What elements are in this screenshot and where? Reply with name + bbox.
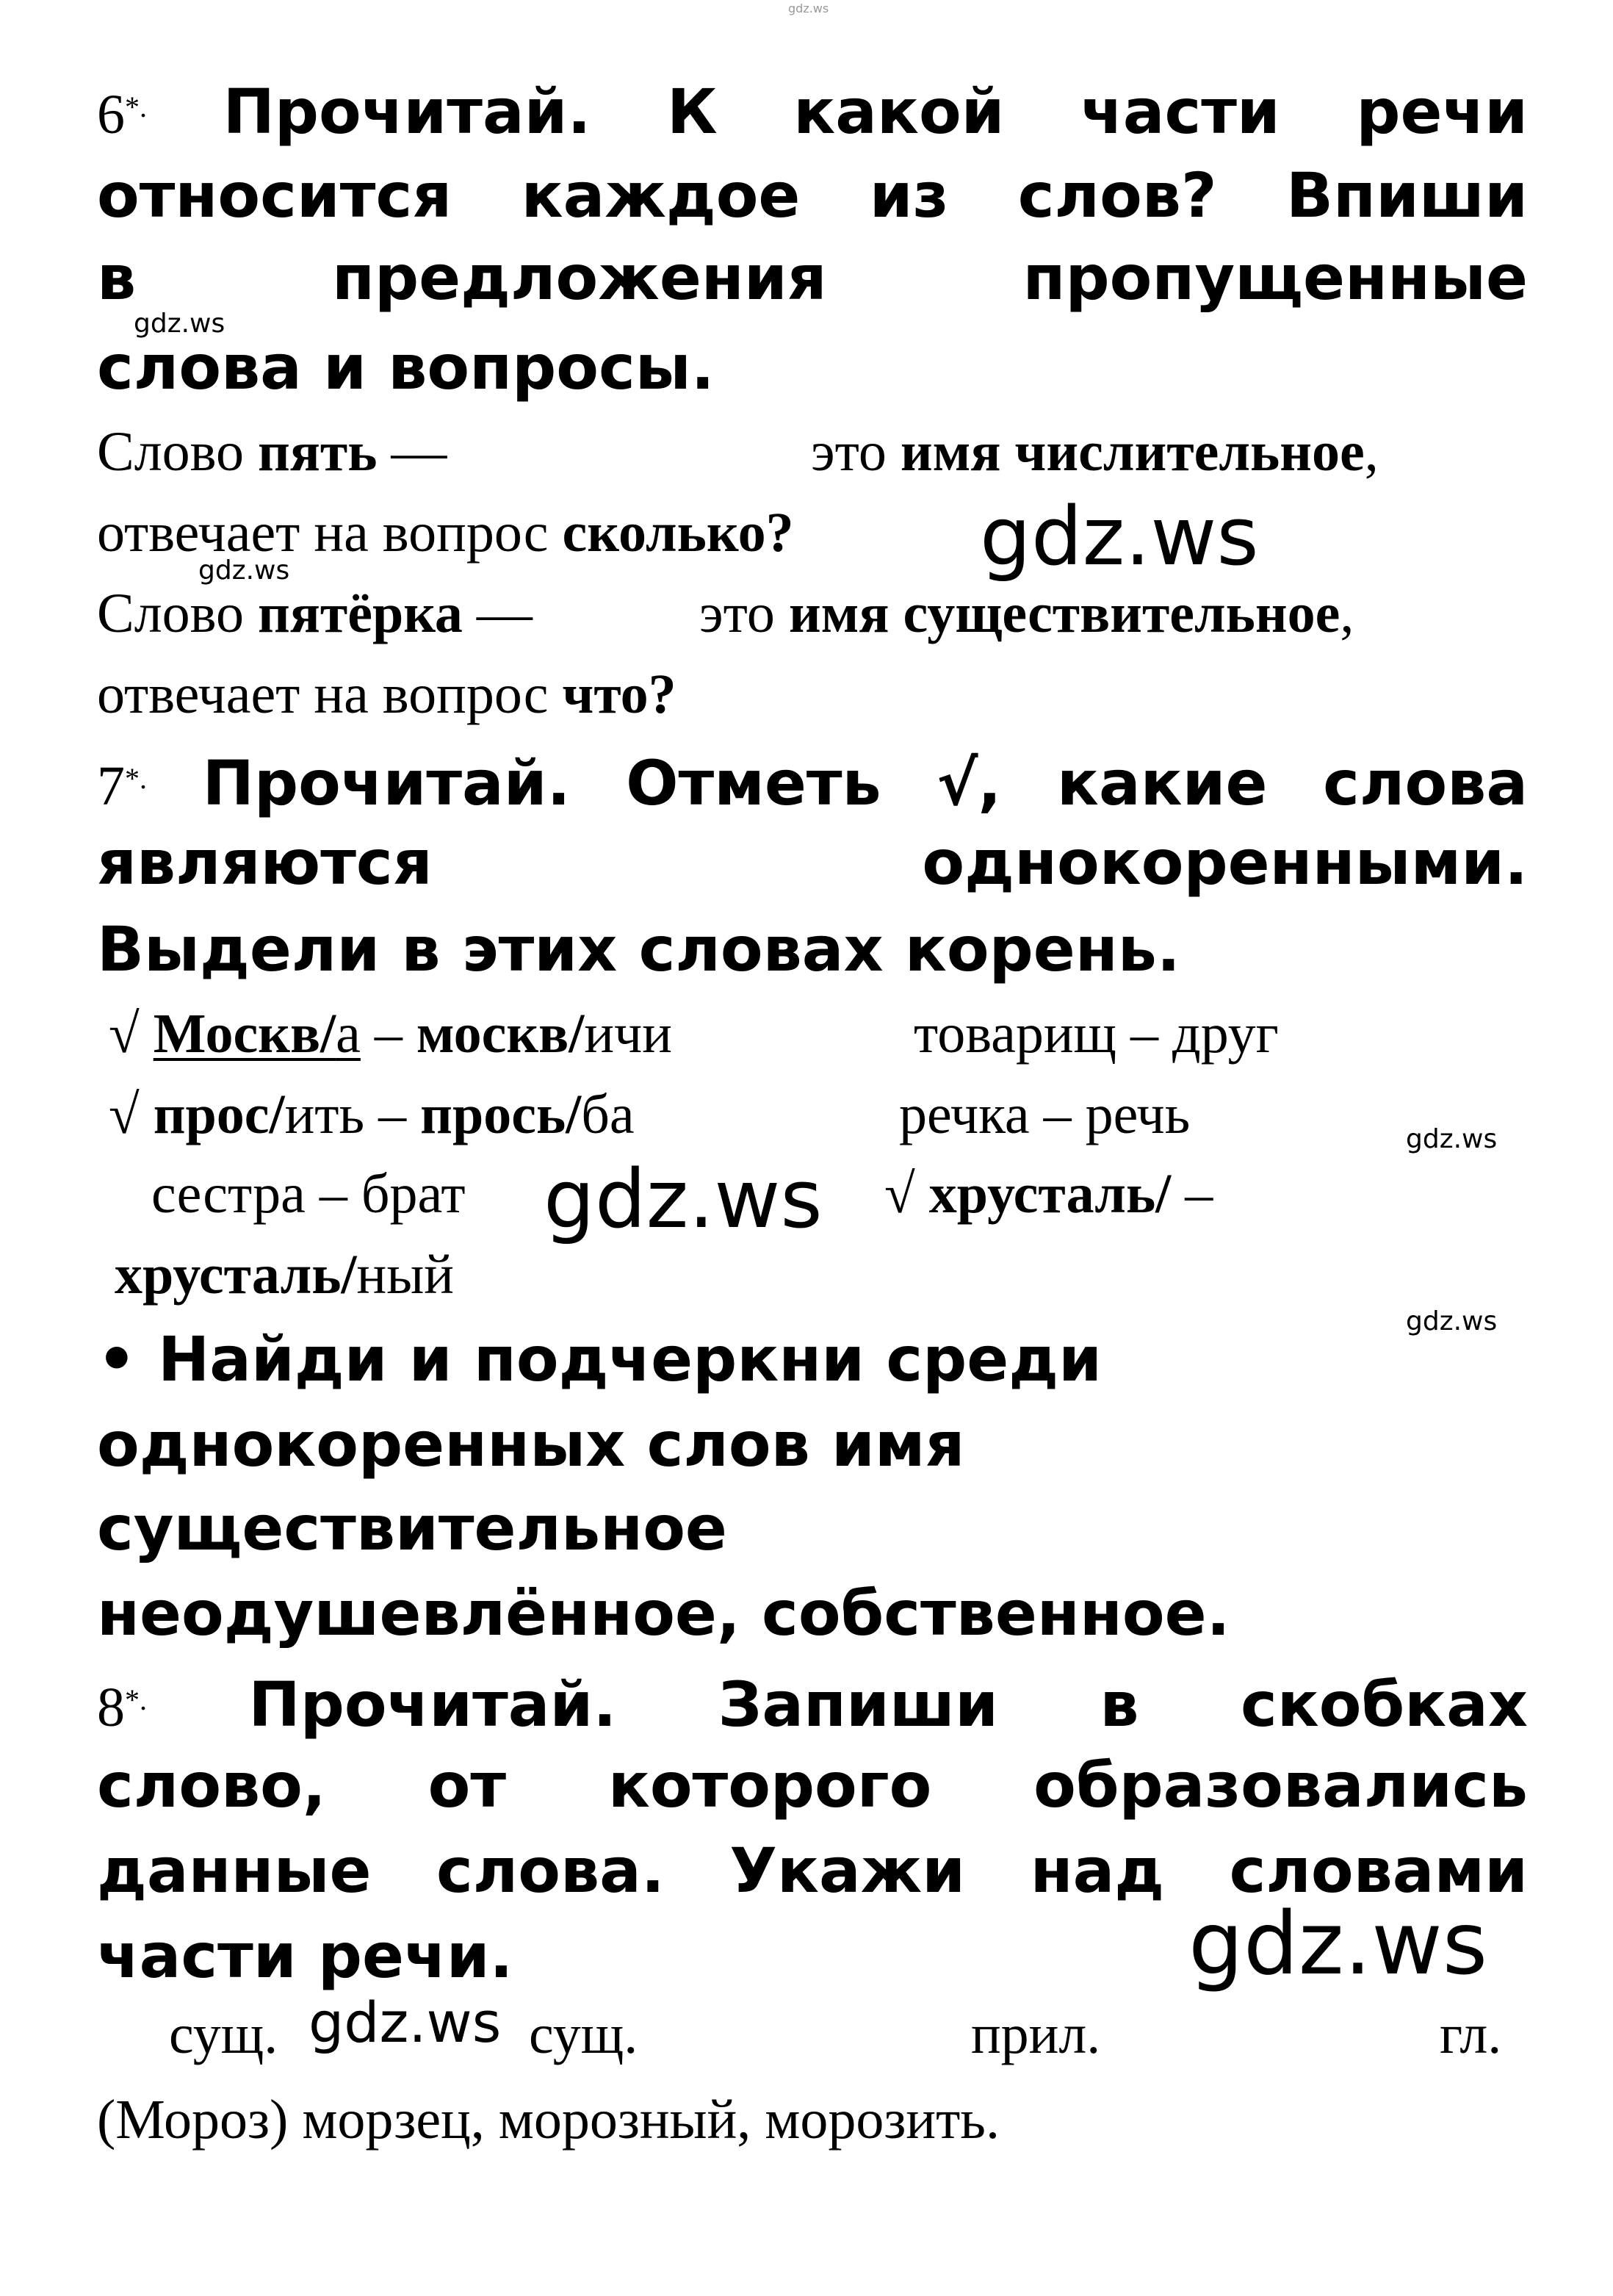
task6-line1-text: Прочитай. К какой части речи [223, 76, 1528, 148]
pair-tovarisch: товарищ – друг [914, 1003, 1279, 1065]
pair-khrustal-a: √ хрусталь/ – [884, 1163, 1213, 1225]
check-icon: √ [109, 1003, 140, 1065]
task6-number: 6*. [97, 84, 147, 145]
task8-number: 8*. [97, 1677, 147, 1738]
task7-sub-line1: • Найди и подчеркни среди [97, 1323, 1102, 1395]
pos-label-3: прил. [971, 2004, 1101, 2065]
task8-answer: (Мороз) морзец, морозный, морозить. [97, 2089, 1000, 2151]
task8-line2: слово, от которого образовались [97, 1749, 1528, 1821]
task7-line1 [97, 735, 1528, 830]
task6-line3: в предложения пропущенные [97, 242, 1528, 314]
pair-rechka: речка – речь [899, 1084, 1191, 1145]
pos-label-4: гл. [1440, 2004, 1502, 2065]
task7-sub-line3: существительное [97, 1492, 727, 1564]
task8-line1: 8*. Прочитай. Запиши в скобках [97, 1669, 1529, 1741]
pos-label-2: сущ. [529, 2004, 638, 2065]
task6-line4: слова и вопросы. [97, 331, 715, 403]
task8-line4: части речи. [97, 1920, 513, 1992]
pair-khrustal-b: хрусталь/ный [115, 1244, 454, 1306]
task8-line3: данные слова. Укажи над словами [97, 1835, 1528, 1907]
task7-number: 7*. [97, 755, 147, 817]
check-icon: √ [884, 1163, 915, 1225]
top-watermark: gdz.ws [788, 1, 829, 15]
pos-label-1: сущ. [169, 2004, 278, 2065]
task7-line3: Выдели в этих словах корень. [97, 913, 1180, 985]
pair-sestra: сестра – брат [151, 1163, 466, 1225]
watermark: gdz.ws [1406, 1124, 1498, 1154]
check-icon: √ [109, 1084, 140, 1145]
task6-line1 [97, 63, 1528, 159]
pair-moskva: √ Москв/а – москв/ичи [109, 1003, 672, 1065]
task7-sub-line2: однокоренных слов имя [97, 1408, 965, 1480]
watermark: gdz.ws [980, 489, 1259, 583]
watermark: gdz.ws [1406, 1306, 1498, 1336]
task6-answer-line1: Слово пять — это имя числительное, [97, 421, 1379, 483]
watermark: gdz.ws [308, 1990, 502, 2055]
watermark: gdz.ws [134, 309, 225, 339]
watermark: gdz.ws [1188, 1893, 1488, 1994]
task6-answer-line2: отвечает на вопрос сколько? [97, 502, 794, 564]
bullet-icon: • [97, 1323, 137, 1395]
pair-prosit: √ прос/ить – прось/ба [109, 1084, 635, 1145]
watermark: gdz.ws [544, 1152, 823, 1246]
task6-answer-line4: отвечает на вопрос что? [97, 663, 676, 725]
task7-line1-text: Прочитай. Отметь √, какие слова [202, 747, 1528, 819]
task7-sub-line4: неодушевлённое, собственное. [97, 1577, 1230, 1649]
task7-line2: являются однокоренными. [97, 827, 1528, 899]
task6-line2: относится каждое из слов? Впиши [97, 159, 1528, 231]
task6-answer-line3: Слово пятёрка — это имя существительное, [97, 583, 1354, 644]
watermark: gdz.ws [198, 555, 290, 586]
